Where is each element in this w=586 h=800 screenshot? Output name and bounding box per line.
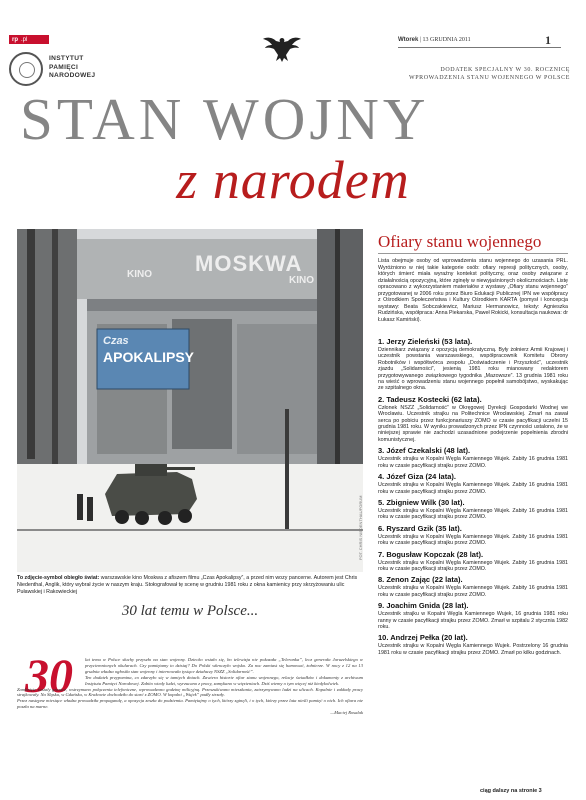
article-paragraph: lat temu w Polsce słuchy przyszło na stan wojenny. Dziecko wstało się, bo telewizja nie pokazała „Teleranka”, lecz generała Jaruzelskiego w przyciemnionych okularach. Czy pamiętamy to dzisiaj? Do Polski wkroczyło wojsko. Za noc zamiast się hamować, żołnierze. W nocy z 12 na 13 grudnia władza ogłosiła stan wojenny i internowała tysiące działaczy NSZZ „Solidarność”.: [85, 657, 363, 674]
victim-name: 6. Ryszard Gzik (35 lat).: [378, 523, 462, 533]
supplement-line: DODATEK SPECJALNY W 30. ROCZNICĘ: [440, 67, 570, 73]
victim-entry: [378, 337, 568, 392]
victim-desc: Uczestnik strajku w Kopalni Węgla Kamiennego Wujek. Zabity 16 grudnia 1981 roku w czasie pacyfikacji strajku przez ZOMO.: [378, 456, 568, 469]
victim-entry: [378, 550, 568, 573]
caption-body: warszawskie kino Moskwa z afiszem filmu „Czas Apokalipsy”, a przed nim wozy pancerne. Autorem jest Chris Niedenthal, Anglik, który wybrał życie w naszym kraju. Stołografował tę scenę w grudniu 1981 roku z okna kamienicy przy skrzyżowaniu ulic Puławskiej i Rakowieckiej: [17, 575, 358, 596]
photo-credit: FOT. CHRIS NIEDENTHAL/FORUM: [358, 495, 363, 560]
victim-desc: Uczestnik strajku w Kopalni Węgla Kamiennego Wujek. Zabity 16 grudnia 1981 roku w czasie pacyfikacji strajku przez ZOMO.: [378, 533, 568, 547]
drop-number: 30: [25, 650, 73, 703]
sidebar-title: Ofiary stanu wojennego: [378, 232, 542, 251]
victim-name: 8. Zenon Zając (22 lata).: [378, 575, 463, 585]
victim-desc: Członek NSZZ „Solidarność” w Okręgowej Dyrekcji Gospodarki Wodnej we Wrocławiu. Uczestnik strajku na Politechnice Wrocławskiej. Zmarł na zawał serca po pobiciu przez funkcjonariuszy ZOMO w czasie pacyfikacji uczelni 15 grudnia 1981 roku. W wyniku prowadzonych przez IPN czynności ustalono, że w niniejszej sprawie nie zachodzi uzasadnione podejrzenie popełnienia zbrodni komunistycznej.: [378, 404, 568, 443]
victim-desc: Uczestnik strajku w Kopalni Węgla Kamiennego Wujek, 16 grudnia 1981 roku ranny w czasie pacyfikacji strajku przez ZOMO. Zmarł w szpitalu 2 stycznia 1982 roku.: [378, 611, 568, 630]
dateline-day: Wtorek: [398, 37, 419, 43]
ipn-seal-icon: [9, 52, 43, 86]
victim-name: 10. Andrzej Pełka (20 lat).: [378, 633, 468, 643]
victim-desc: Uczestnik strajku w Kopalni Węgla Kamiennego Wujek. Zabity 16 grudnia 1981 roku w czasie pacyfikacji strajku przez ZOMO.: [378, 482, 568, 495]
page-subtitle: z narodem: [176, 150, 410, 210]
victim-entry: [378, 395, 568, 443]
kino-sign-right: KINO: [289, 275, 314, 286]
cinema-sign: MOSKWA: [195, 251, 303, 276]
victim-entry: [378, 498, 568, 521]
dateline-rule: [398, 47, 561, 48]
victim-desc: Uczestnik strajku w Kopalni Węgla Kamiennego Wujek. Zabity 16 grudnia 1981 roku w czasie pacyfikacji strajku przez ZOMO.: [378, 585, 568, 598]
dateline: Wtorek | 13 GRUDNIA 2011: [398, 37, 471, 43]
victim-desc: Dziennikarz związany z opozycją demokratyczną. Były żołnierz Armii Krajowej i uczestnik powstania warszawskiego, współpracownik Komitetu Obrony Robotników i współtwórca zespołu „Doświadczenie i Przyszłość”, uczestnik zjazdu „Solidarności”, jesienią 1981 roku mianowany redaktorem przygotowywanego związkowego tygodnika „Mazowsze”. 13 grudnia 1981 roku na wieść o wprowadzeniu stanu wojennego popełnił samobójstwo, wyskakując ze szpitalnego okna.: [378, 347, 568, 392]
continued-note[interactable]: ciąg dalszy na stronie 3: [480, 788, 542, 794]
victim-name: 4. Józef Giza (24 lata).: [378, 472, 456, 482]
dateline-date: 13 GRUDNIA 2011: [422, 37, 471, 43]
sidebar-rule: [378, 253, 568, 254]
victim-entry: [378, 601, 568, 630]
kino-sign-left: KINO: [127, 269, 152, 280]
sidebar-intro: Lista obejmuje osoby od wprowadzenia stanu wojennego do uzasania PRL. Wyróżniono w niej takie kategorie osób: ofiary represji politycznych, osoby, których śmierć miała wyraźny kontekst polityczny, oraz osoby związane z działalnością opozycyjną, które zginęły w niewyjaśnionych okolicznościach. Listę opracowano z wykorzystaniem materiałów z wystawy „Ofiary stanu wojennego” przygotowanej w 2006 roku przez Biuro Edukacji Publicznej IPN we współpracy z Ośrodkiem Społeczeństwa i Kultury Ośrodkiem KARTA (pomysł i koncepcja wystawy: Beata Sobczakiewicz, Mariusz Hermanowicz, teksty: Agnieszka Rudzińska, współpraca: Anna Piekarska, Paweł Rokicki, konsultacja naukowa: dr Łukasz Kamiński).: [378, 258, 568, 323]
victim-entry: [378, 633, 568, 656]
victim-name: 9. Joachim Gnida (28 lat).: [378, 601, 469, 611]
supplement-line: WPROWADZENIA STANU WOJENNEGO W POLSCE: [408, 75, 570, 81]
article-paragraph: Ten dodatek przypomina, co zdarzyło się w tamtych dniach. Zawiera historie ofiar stanu wojennego, relacje świadków i dokumenty z archiwum Instytutu Pamięci Narodowej. Zabito wtedy ludzi, wyrzucano z pracy, zamykano w więzieniach. Dziś wiemy o tym więcej niż kiedykolwiek.: [85, 674, 363, 686]
victim-name: 3. Józef Czekalski (48 lat).: [378, 446, 471, 456]
victim-entry: [378, 446, 568, 469]
victim-name: 2. Tadeusz Kostecki (62 lata).: [378, 394, 482, 404]
ipn-line: PAMIĘCI: [49, 63, 79, 71]
article-signature: —Maciej Rosalak: [330, 710, 363, 716]
page-number: 1: [545, 33, 551, 47]
victim-name: 7. Bogusław Kopczak (28 lat).: [378, 549, 484, 559]
page-title: STAN WOJNY: [20, 86, 430, 152]
main-photo: [17, 229, 363, 572]
victim-desc: Uczestnik strajku w Kopalni Węgla Kamiennego Wujek. Postrzelony 16 grudnia 1981 roku w czasie pacyfikacji strajku przez ZOMO. Zmarł po kilku godzinach.: [378, 643, 568, 656]
victim-entry: [378, 472, 568, 495]
article-paragraph: Zamknięte zostały granice, wstrzymano połączenia telefoniczne, wprowadzono godzinę milicyjną. Przeszukiwano mieszkania, zatrzymywano ludzi na ulicach. Kopalnie i zakłady pracy strajkowały. Na Śląsku, w Gdańsku, w Krakowie dochodziło do starć z ZOMO. W kopalni „Wujek” padły strzały.: [17, 686, 363, 698]
victim-name: 5. Zbigniew Wilk (30 lat).: [378, 497, 465, 507]
rp-logo: [9, 35, 49, 44]
victim-entry: [378, 524, 568, 547]
supplement-note: [409, 66, 570, 82]
ipn-line: NARODOWEJ: [49, 72, 96, 79]
article-paragraph: Przez następne miesiące władza prowadziła propagandę, a opozycja zeszła do podziemia. Pamiętajmy o tych, którzy zginęli, i o tych, którzy przez lata nieśli pamięć o nich. Ich ofiara nie poszła na marne.: [17, 698, 363, 710]
article-body: [17, 657, 363, 716]
poster-line2: APOKALIPSY: [103, 349, 195, 365]
poster-line1: Czas: [103, 335, 129, 347]
ipn-logo-text: [49, 55, 95, 81]
article-subhead: 30 lat temu w Polsce...: [121, 603, 259, 619]
victim-entry: [378, 575, 568, 598]
victim-desc: Uczestnik strajku w Kopalni Węgla Kamiennego Wujek. Zabity 16 grudnia 1981 roku w czasie pacyfikacji strajku przez ZOMO.: [378, 507, 568, 521]
caption-lead: To zdjęcie-symbol obiegło świat:: [17, 575, 100, 581]
eagle-emblem-icon: [262, 33, 302, 63]
ipn-line: INSTYTUT: [49, 55, 84, 62]
victim-list: [378, 337, 568, 659]
rp-logo-suffix: .pl: [21, 36, 28, 43]
victim-desc: Uczestnik strajku w Kopalni Węgla Kamiennego Wujek. Zabity 16 grudnia 1981 roku w czasie pacyfikacji strajku przez ZOMO.: [378, 559, 568, 572]
photo-caption: [17, 575, 363, 597]
victim-name: 1. Jerzy Zieleński (53 lata).: [378, 337, 473, 346]
rp-logo-text: rp: [12, 36, 18, 43]
